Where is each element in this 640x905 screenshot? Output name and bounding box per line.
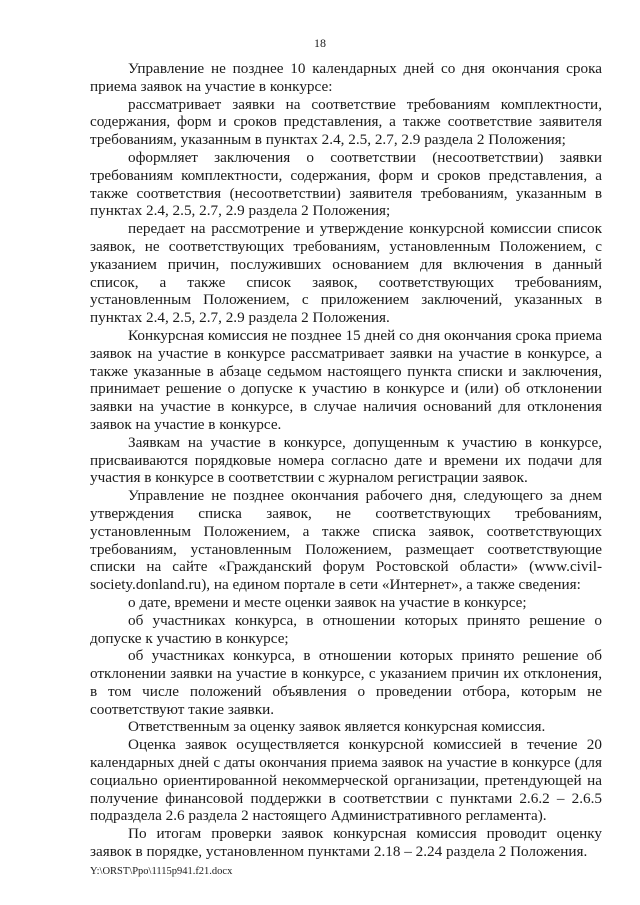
- paragraph: Управление не позднее окончания рабочего дня, следующего за днем утверждения списка заявок, не соответствующих требованиям, установленным Положением, а также списка заявок, соответствующих требованиям, установленным Положением, размещает соответствующие списки на сайте «Гражданский форум Ростовской области» (www.civil-society.donland.ru), на едином портале в сети «Интернет», а также сведения:: [90, 487, 602, 594]
- paragraph: Ответственным за оценку заявок является конкурсная комиссия.: [128, 718, 546, 736]
- footer-file-path: Y:\ORST\Ppo\1115p941.f21.docx: [90, 866, 233, 877]
- paragraph: о дате, времени и месте оценки заявок на участие в конкурсе;: [128, 593, 527, 611]
- paragraph: По итогам проверки заявок конкурсная комиссия проводит оценку заявок в порядке, установленном пунктами 2.18 – 2.24 раздела 2 Положения.: [90, 825, 602, 861]
- document-body: [90, 60, 602, 861]
- paragraph: Управление не позднее 10 календарных дней со дня окончания срока приема заявок на участие в конкурсе:: [90, 60, 602, 95]
- page-number: 18: [314, 36, 326, 50]
- paragraph: об участниках конкурса, в отношении которых принято решение об отклонении заявки на участие в конкурсе, с указанием причин их отклонения, в том числе положений объявления о проведении отбора, которым не соответствуют такие заявки.: [90, 647, 602, 718]
- paragraph: оформляет заключения о соответствии (несоответствии) заявки требованиям комплектности, содержания, форм и сроков представления, а также соответствия (несоответствии) заявителя требованиям, указанным в пунктах 2.4, 2.5, 2.7, 2.9 раздела 2 Положения;: [90, 148, 602, 220]
- paragraph: об участниках конкурса, в отношении которых принято решение о допуске к участию в конкурсе;: [90, 611, 602, 647]
- paragraph: передает на рассмотрение и утверждение конкурсной комиссии список заявок, не соответствующих требованиям, установленным Положением, с указанием причин, послуживших основанием для включения в данный список, а также список заявок, соответствующих требованиям, установленным Положением, с приложением заключений, указанных в пунктах 2.4, 2.5, 2.7, 2.9 раздела 2 Положения.: [90, 220, 602, 327]
- paragraph: Заявкам на участие в конкурсе, допущенным к участию в конкурсе, присваиваются порядковые номера согласно дате и времени их подачи для участия в конкурсе в соответствии с журналом регистрации заявок.: [90, 433, 602, 487]
- paragraph: Конкурсная комиссия не позднее 15 дней со дня окончания срока приема заявок на участие в конкурсе рассматривает заявки на участие в конкурсе, а также указанные в абзаце седьмом настоящего пункта списки и заключения, принимает решение о допуске к участию в конкурсе и (или) об отклонении заявки на участие в конкурсе, в случае наличия оснований для отклонения заявок на участие в конкурсе.: [90, 326, 602, 433]
- paragraph: рассматривает заявки на соответствие требованиям комплектности, содержания, форм и сроков представления, а также соответствие заявителя требованиям, указанным в пунктах 2.4, 2.5, 2.7, 2.9 раздела 2 Положения;: [90, 95, 602, 149]
- paragraph: Оценка заявок осуществляется конкурсной комиссией в течение 20 календарных дней с даты окончания приема заявок на участие в конкурсе (для социально ориентированной некоммерческой организации, претендующей на получение финансовой поддержки в соответствии с пунктами 2.6.2 – 2.6.5 подраздела 2.6 раздела 2 настоящего Административного регламента).: [90, 736, 602, 825]
